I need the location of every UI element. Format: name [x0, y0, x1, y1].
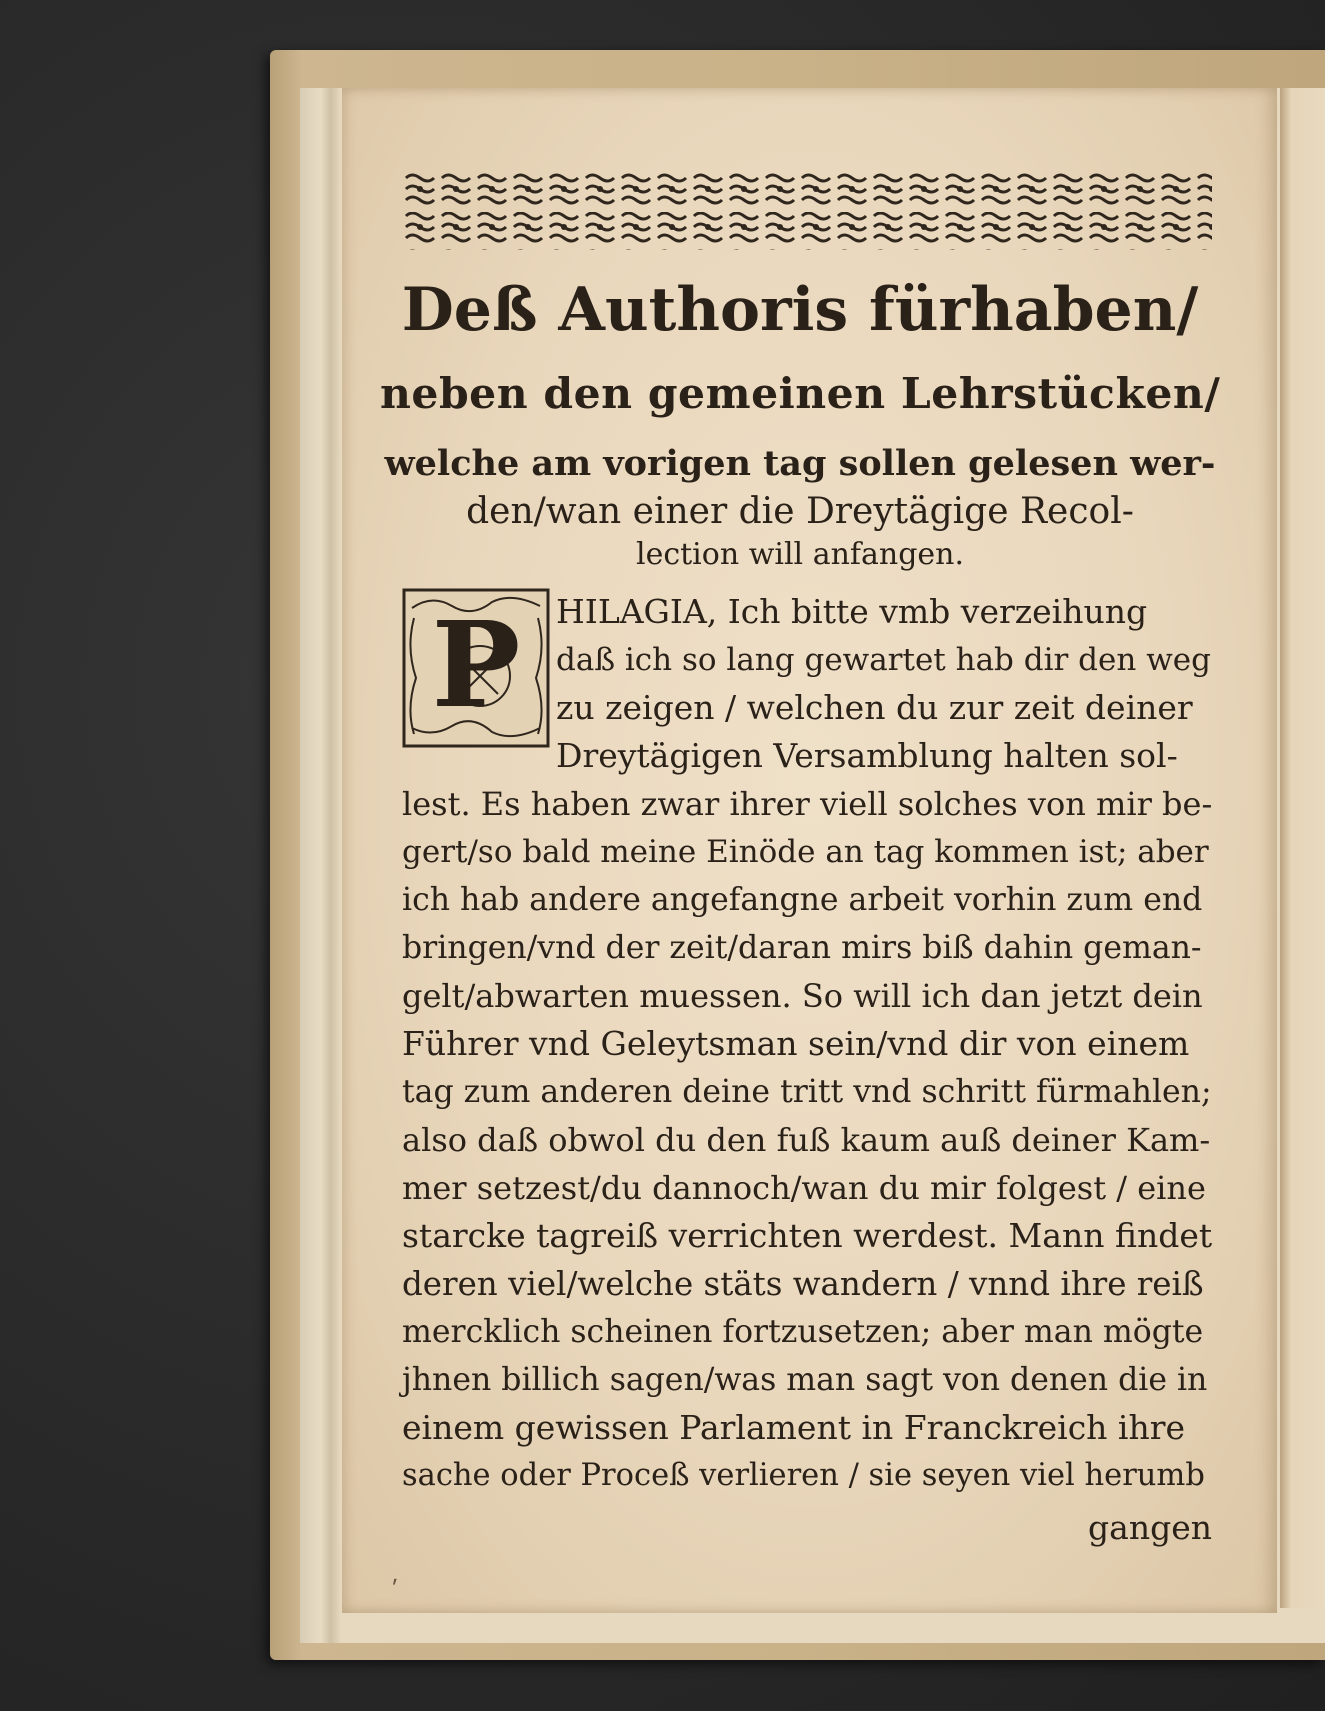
text-line: tag zum anderen deine tritt vnd schritt fürmahlen; [402, 1074, 1212, 1110]
text-line: daß ich so lang gewartet hab dir den weg [556, 642, 1211, 678]
text-line: zu zeigen / welchen du zur zeit deiner [556, 688, 1193, 727]
facing-page-edge [1280, 88, 1325, 1608]
text-line: also daß obwol du den fuß kaum auß deiner Kam- [402, 1121, 1211, 1159]
initial-letter: P [431, 595, 521, 734]
catchword: gangen [1088, 1508, 1212, 1547]
text-line: mercklich scheinen fortzusetzen; aber man mögte [402, 1314, 1204, 1350]
chapter-subtitle-line-4: den/wan einer die Dreytägige Recol- [466, 491, 1134, 532]
text-line: lest. Es haben zwar ihrer viell solches von mir be- [402, 785, 1213, 823]
text-line: jhnen billich sagen/was man sagt von denen die in [402, 1362, 1208, 1398]
chapter-subtitle-line-3: welche am vorigen tag sollen gelesen wer- [384, 443, 1216, 484]
text-line: starcke tagreiß verrichten werdest. Mann findet [402, 1216, 1213, 1255]
text-line: deren viel/welche stäts wandern / vnnd ihre reiß [402, 1265, 1204, 1303]
text-line: Dreytägigen Versamblung halten sol- [556, 736, 1178, 775]
text-line: sache oder Proceß verlieren / sie seyen viel herumb [402, 1458, 1205, 1493]
text-line: ich hab andere angefangne arbeit vorhin zum end [402, 882, 1203, 918]
margin-smudge: ⸴ [392, 1563, 399, 1591]
text-line: einem gewissen Parlament in Franckreich ihre [402, 1408, 1186, 1447]
text-line: mer setzest/du dannoch/wan du mir folgest / eine [402, 1169, 1206, 1207]
text-line: gert/so bald meine Einöde an tag kommen ist; aber [402, 834, 1209, 870]
text-line: HILAGIA, Ich bitte vmb verzeihung [556, 592, 1148, 631]
text-line: bringen/vnd der zeit/daran mirs biß dahin geman- [402, 930, 1202, 966]
text-line: gelt/abwarten muessen. So will ich dan jetzt dein [402, 977, 1203, 1015]
chapter-subtitle-line-5: lection will anfangen. [635, 537, 965, 572]
chapter-title: Deß Authoris fürhaben/ [401, 275, 1199, 345]
chapter-subtitle-line-2: neben den gemeinen Lehrstücken/ [380, 369, 1221, 419]
text-line: Führer vnd Geleytsman sein/vnd dir von einem [402, 1024, 1190, 1063]
decorated-initial [402, 588, 550, 748]
decorative-border [402, 170, 1212, 250]
